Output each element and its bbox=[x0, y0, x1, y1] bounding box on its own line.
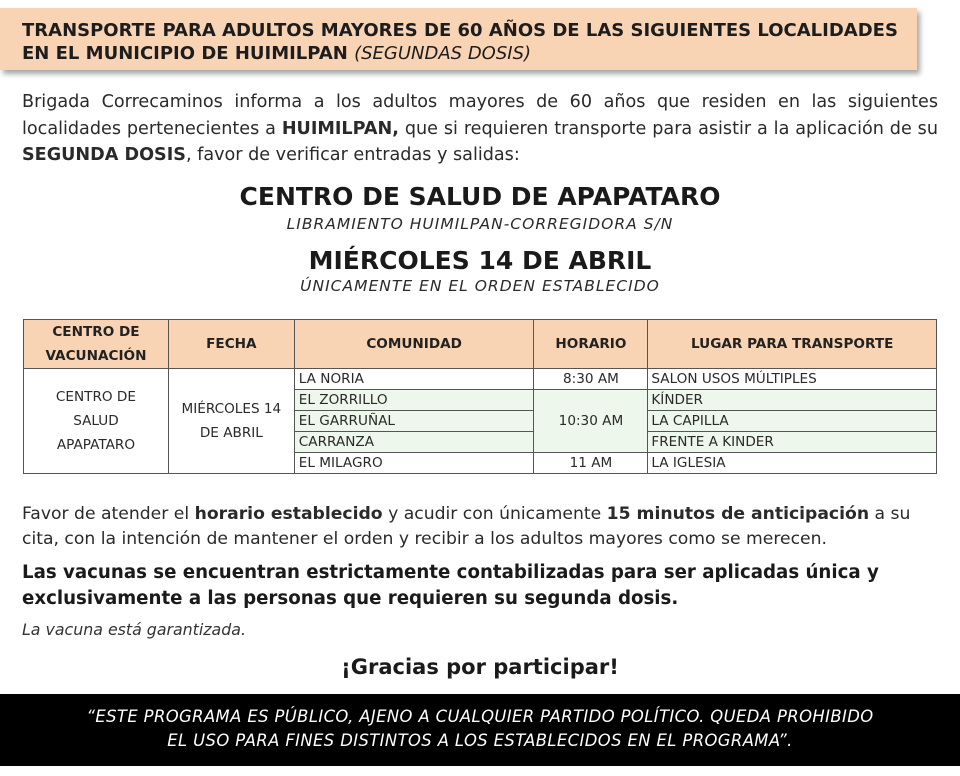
vaccine-notice: Las vacunas se encuentran estrictamente contabilizadas para ser aplicadas única y exclusivamente a las personas que requieren su segunda dosis. bbox=[22, 562, 879, 609]
thanks-text: ¡Gracias por participar! bbox=[341, 655, 619, 679]
cell-comunidad: EL ZORRILLO bbox=[294, 390, 534, 411]
footer-line1: “ESTE PROGRAMA ES PÚBLICO, AJENO A CUALQUIER PARTIDO POLÍTICO. QUEDA PROHIBIDO bbox=[86, 707, 874, 726]
cell-centro bbox=[24, 369, 169, 474]
header-horario: HORARIO bbox=[534, 320, 648, 369]
footer-disclaimer bbox=[0, 694, 960, 766]
header-banner bbox=[0, 8, 917, 70]
header-comunidad: COMUNIDAD bbox=[294, 320, 534, 369]
cell-comunidad: CARRANZA bbox=[294, 432, 534, 453]
cell-horario: 11 AM bbox=[534, 453, 648, 474]
intro-text-1: Brigada Correcaminos informa a los adultos mayores de 60 años que residen en las siguientes localidades pertenecientes a bbox=[22, 92, 938, 139]
header-centro-line1: CENTRO DE bbox=[52, 324, 140, 340]
cell-horario: 8:30 AM bbox=[534, 369, 648, 390]
header-lugar: LUGAR PARA TRANSPORTE bbox=[648, 320, 937, 369]
centro-line1: CENTRO DE bbox=[55, 389, 136, 405]
intro-text-3: , favor de verificar entradas y salidas: bbox=[185, 145, 520, 166]
centro-line2: SALUD bbox=[73, 413, 119, 429]
cell-fecha bbox=[168, 369, 294, 474]
cell-lugar: LA IGLESIA bbox=[648, 453, 937, 474]
notice-text-2: y acudir con únicamente bbox=[382, 504, 607, 524]
notice-bold-minutes: 15 minutos de anticipación bbox=[606, 504, 870, 524]
notice-bold-schedule: horario establecido bbox=[194, 504, 383, 524]
intro-text-2: que si requieren transporte para asistir a la aplicación de su bbox=[398, 118, 938, 139]
intro-paragraph bbox=[22, 89, 938, 169]
fecha-line1: MIÉRCOLES 14 bbox=[181, 401, 282, 417]
header-municipality: EN EL MUNICIPIO DE HUIMILPAN bbox=[22, 43, 348, 64]
cell-lugar: FRENTE A KINDER bbox=[648, 432, 937, 453]
location-address: LIBRAMIENTO HUIMILPAN-CORREGIDORA S/N bbox=[286, 215, 674, 233]
schedule-table bbox=[23, 319, 937, 474]
fecha-line2: DE ABRIL bbox=[199, 425, 263, 441]
header-dose-note: (SEGUNDAS DOSIS) bbox=[354, 43, 532, 64]
header-title-line2 bbox=[22, 43, 531, 64]
cell-lugar: SALON USOS MÚLTIPLES bbox=[648, 369, 937, 390]
guarantee-text: La vacuna está garantizada. bbox=[22, 620, 246, 639]
notice-text-1: Favor de atender el bbox=[22, 504, 195, 524]
cell-comunidad: LA NORIA bbox=[294, 369, 534, 390]
table-header-row bbox=[24, 320, 937, 369]
intro-bold-municipality: HUIMILPAN, bbox=[281, 118, 399, 139]
header-fecha: FECHA bbox=[168, 320, 294, 369]
order-note: ÚNICAMENTE EN EL ORDEN ESTABLECIDO bbox=[300, 277, 660, 295]
cell-lugar: KÍNDER bbox=[648, 390, 937, 411]
header-centro-line2: VACUNACIÓN bbox=[45, 348, 147, 364]
cell-comunidad: EL GARRUÑAL bbox=[294, 411, 534, 432]
date-title: MIÉRCOLES 14 DE ABRIL bbox=[308, 246, 652, 275]
table-row bbox=[24, 369, 937, 390]
cell-lugar: LA CAPILLA bbox=[648, 411, 937, 432]
cell-comunidad: EL MILAGRO bbox=[294, 453, 534, 474]
footer-line2: EL USO PARA FINES DISTINTOS A LOS ESTABLECIDOS EN EL PROGRAMA”. bbox=[167, 731, 793, 750]
intro-bold-dose: SEGUNDA DOSIS bbox=[22, 145, 186, 166]
header-centro bbox=[24, 320, 169, 369]
location-title: CENTRO DE SALUD DE APAPATARO bbox=[239, 182, 721, 211]
centro-line3: APAPATARO bbox=[56, 437, 136, 453]
header-title-line1: TRANSPORTE PARA ADULTOS MAYORES DE 60 AÑOS DE LAS SIGUIENTES LOCALIDADES bbox=[22, 20, 898, 41]
notice-text-3: a su cita, con la intención de mantener el orden y recibir a los adultos mayores como se merecen. bbox=[22, 504, 911, 549]
cell-horario: 10:30 AM bbox=[534, 390, 648, 453]
schedule-notice bbox=[22, 502, 940, 552]
